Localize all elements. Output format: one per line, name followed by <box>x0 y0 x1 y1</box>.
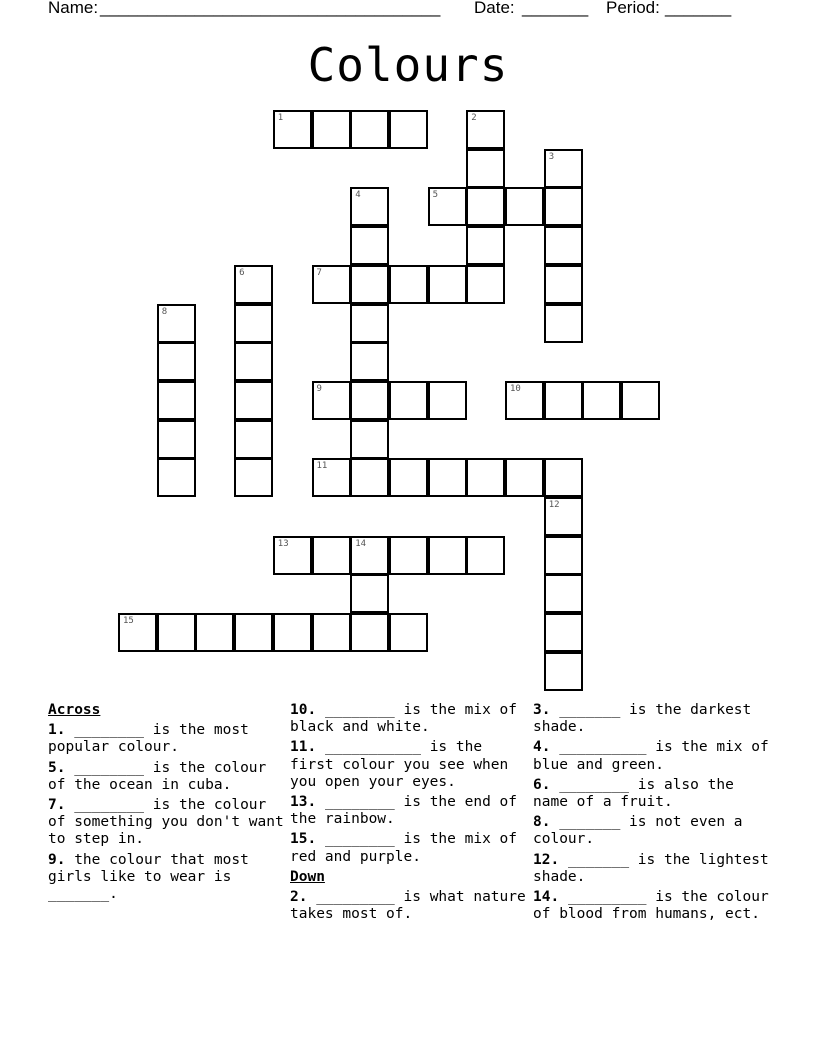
grid-cell[interactable] <box>466 187 505 226</box>
grid-cell[interactable] <box>544 652 583 691</box>
grid-cell[interactable] <box>350 304 389 343</box>
grid-cell[interactable] <box>234 304 273 343</box>
grid-cell[interactable] <box>157 613 196 652</box>
grid-cell[interactable] <box>544 381 583 420</box>
clue-text: ________ is the most popular colour. <box>48 722 249 756</box>
period-blank[interactable]: _______ <box>665 0 732 17</box>
grid-cell[interactable] <box>428 265 467 304</box>
clue-text: ________ is the colour of something you don't want to step in. <box>48 797 284 848</box>
grid-cell[interactable] <box>428 536 467 575</box>
clue-number: 8. <box>533 814 551 831</box>
clue-number: 9. <box>48 851 66 868</box>
clue-number-label: 9 <box>316 383 322 394</box>
clue-text: the colour that most girls like to wear is _______. <box>48 851 249 903</box>
clue-number: 15. <box>290 831 317 848</box>
grid-cell[interactable] <box>544 265 583 304</box>
grid-cell[interactable] <box>466 149 505 188</box>
clue-number-label: 6 <box>239 267 245 278</box>
clue-number-label: 14 <box>355 538 367 549</box>
clue-number-label: 12 <box>548 500 560 510</box>
date-blank[interactable]: _______ <box>522 0 589 17</box>
clue-number-label: 15 <box>123 616 134 627</box>
grid-cell[interactable] <box>428 458 467 497</box>
grid-cell[interactable] <box>389 381 428 420</box>
clue-text: ________ is also the name of a fruit. <box>533 776 734 811</box>
clue-text: ________ is the colour of the ocean in cuba. <box>48 759 267 793</box>
grid-cell[interactable] <box>389 613 428 652</box>
grid-cell[interactable] <box>544 187 583 226</box>
clue-number-label: 4 <box>355 190 361 201</box>
clues-column-1 <box>48 702 284 906</box>
grid-cell[interactable] <box>350 420 389 459</box>
clue-number: 2. <box>290 889 308 906</box>
name-label: Name: <box>48 0 99 17</box>
clue-down-4 <box>533 739 773 773</box>
clue-number-label: 13 <box>277 538 289 549</box>
grid-cell[interactable] <box>157 342 196 381</box>
clue-number: 12. <box>533 851 560 868</box>
grid-cell[interactable] <box>466 110 505 149</box>
grid-cell[interactable] <box>157 420 196 459</box>
grid-cell[interactable] <box>273 613 312 652</box>
clue-number: 6. <box>533 776 551 793</box>
grid-cell[interactable] <box>234 381 273 420</box>
grid-cell[interactable] <box>350 226 389 265</box>
clues-column-3 <box>533 702 773 926</box>
grid-cell[interactable] <box>428 187 467 226</box>
grid-cell[interactable] <box>273 536 312 575</box>
grid-cell[interactable] <box>350 187 389 226</box>
grid-cell[interactable] <box>350 613 389 652</box>
grid-cell[interactable] <box>544 304 583 343</box>
clue-down-3 <box>533 702 773 736</box>
clue-number-label: 2 <box>471 113 477 123</box>
grid-cell[interactable] <box>544 574 583 613</box>
down-heading: Down <box>290 868 325 885</box>
grid-cell[interactable] <box>312 381 351 420</box>
clue-number: 3. <box>533 702 551 718</box>
name-blank[interactable]: ____________________________________ <box>100 0 441 17</box>
grid-cell[interactable] <box>544 613 583 652</box>
clue-across-1 <box>48 722 284 756</box>
date-label: Date: <box>474 0 515 17</box>
grid-cell[interactable] <box>234 458 273 497</box>
grid-cell[interactable] <box>428 381 467 420</box>
grid-cell[interactable] <box>350 110 389 149</box>
clues-column-2 <box>290 702 526 926</box>
grid-cell[interactable] <box>273 110 312 149</box>
grid-cell[interactable] <box>350 381 389 420</box>
grid-cell[interactable] <box>234 342 273 381</box>
clue-across-5 <box>48 760 284 794</box>
clue-across-10 <box>290 702 526 736</box>
grid-cell[interactable] <box>157 304 196 343</box>
clue-number: 5. <box>48 759 66 776</box>
clue-number: 14. <box>533 889 560 906</box>
grid-cell[interactable] <box>350 342 389 381</box>
grid-cell[interactable] <box>350 536 389 575</box>
clue-down-12 <box>533 852 773 886</box>
clue-text: _______ is the lightest shade. <box>533 851 769 885</box>
clue-down-2 <box>290 889 526 923</box>
period-label: Period: <box>606 0 660 17</box>
clue-number: 10. <box>290 702 317 718</box>
clue-text: _________ is the colour of blood from humans, ect. <box>533 889 769 923</box>
clue-text: _________ is what nature takes most of. <box>290 889 526 923</box>
grid-cell[interactable] <box>389 265 428 304</box>
grid-cell[interactable] <box>234 265 273 304</box>
grid-cell[interactable] <box>312 536 351 575</box>
clue-text: _______ is not even a colour. <box>533 814 743 848</box>
clue-number: 4. <box>533 739 551 756</box>
grid-cell[interactable] <box>544 536 583 575</box>
clue-number-label: 7 <box>316 267 322 278</box>
clue-text: ________ is the mix of red and purple. <box>290 831 517 865</box>
clue-number-label: 5 <box>432 190 439 201</box>
grid-cell[interactable] <box>544 226 583 265</box>
grid-cell[interactable] <box>544 497 583 536</box>
clue-across-7 <box>48 797 284 849</box>
grid-cell[interactable] <box>195 613 234 652</box>
grid-cell[interactable] <box>389 458 428 497</box>
clue-across-11 <box>290 739 526 791</box>
page-title: Colours <box>307 38 509 92</box>
grid-cell[interactable] <box>157 381 196 420</box>
clue-text: ________ is the mix of black and white. <box>290 702 517 736</box>
grid-cell[interactable] <box>621 381 660 420</box>
grid-cell[interactable] <box>466 458 505 497</box>
clue-text: ___________ is the first colour you see when you open your eyes. <box>290 739 509 790</box>
clue-number: 1. <box>48 722 66 739</box>
grid-cell[interactable] <box>350 458 389 497</box>
across-heading: Across <box>48 702 101 718</box>
grid-cell[interactable] <box>157 458 196 497</box>
grid-cell[interactable] <box>118 613 157 652</box>
grid-cell[interactable] <box>505 381 544 420</box>
clue-across-15 <box>290 831 526 865</box>
clue-across-9 <box>48 852 284 904</box>
grid-cell[interactable] <box>312 110 351 149</box>
grid-cell[interactable] <box>312 458 351 497</box>
clue-number: 13. <box>290 794 317 811</box>
grid-cell[interactable] <box>389 110 428 149</box>
clue-number-label: 11 <box>316 461 328 472</box>
grid-cell[interactable] <box>234 420 273 459</box>
grid-cell[interactable] <box>505 187 544 226</box>
grid-cell[interactable] <box>312 265 351 304</box>
clue-text: __________ is the mix of blue and green. <box>533 739 769 773</box>
clue-text: _______ is the darkest shade. <box>533 702 752 736</box>
grid-cell[interactable] <box>350 265 389 304</box>
clue-down-8 <box>533 814 773 848</box>
clue-number: 7. <box>48 797 66 814</box>
clue-down-6 <box>533 777 773 811</box>
grid-cell[interactable] <box>389 536 428 575</box>
clue-down-14 <box>533 889 773 923</box>
grid-cell[interactable] <box>466 226 505 265</box>
clue-across-13 <box>290 794 526 828</box>
grid-cell[interactable] <box>544 458 583 497</box>
clue-number-label: 8 <box>161 306 168 317</box>
grid-cell[interactable] <box>582 381 621 420</box>
grid-cell[interactable] <box>234 613 273 652</box>
grid-cell[interactable] <box>466 536 505 575</box>
clue-number-label: 3 <box>548 151 555 162</box>
clue-number-label: 1 <box>277 113 284 123</box>
clue-number-label: 10 <box>510 383 521 394</box>
grid-cell[interactable] <box>312 613 351 652</box>
grid-cell[interactable] <box>505 458 544 497</box>
clue-number: 11. <box>290 739 317 756</box>
grid-cell[interactable] <box>544 149 583 188</box>
grid-cell[interactable] <box>350 574 389 613</box>
clue-text: ________ is the end of the rainbow. <box>290 794 517 828</box>
grid-cell[interactable] <box>466 265 505 304</box>
